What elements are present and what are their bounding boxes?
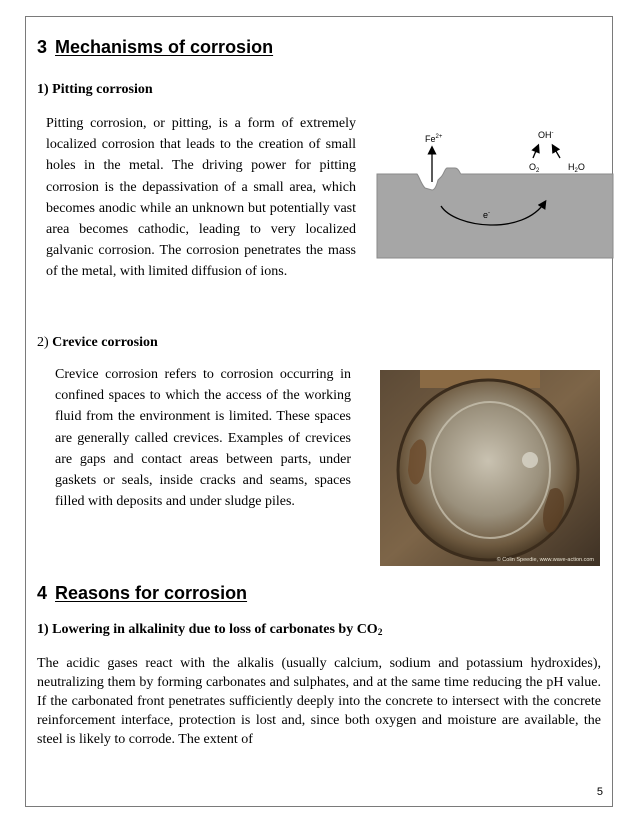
h2o-label: $H_2O$	[568, 162, 585, 174]
oh-label: OH-	[538, 130, 554, 140]
section-title: Reasons for corrosion	[55, 583, 248, 603]
section-number: 3	[37, 37, 48, 57]
section-4-heading	[37, 583, 247, 604]
electron-label: e-	[483, 210, 491, 220]
section-title: Mechanisms of corrosion	[55, 37, 274, 57]
section-number: 4	[37, 583, 48, 603]
crevice-heading-number: 2)	[37, 335, 49, 350]
crevice-heading-text: Crevice corrosion	[52, 335, 158, 350]
photo-credit: © Colin Speedie, www.wave-action.com	[496, 557, 594, 563]
o2-label: $O_2$	[529, 162, 540, 174]
metal-surface	[377, 168, 613, 258]
pitting-heading: 1) Pitting corrosion	[37, 82, 153, 97]
pitting-diagram	[375, 120, 615, 260]
oh-arrow-right	[553, 146, 560, 158]
oh-arrow-left	[533, 146, 538, 158]
crevice-paragraph: Crevice corrosion refers to corrosion occurring in confined spaces to which the access of the working fluid from the environment is limited. These spaces are generally called crevices. Examples of crevices are gaps and contact areas between parts, under gaskets or seals, inside cracks and seams, spaces filled with deposits and under sludge piles.	[55, 367, 351, 510]
alkalinity-heading	[37, 622, 382, 638]
alkalinity-heading-text: 1) Lowering in alkalinity due to loss of carbonates by CO	[37, 622, 378, 637]
crevice-photo	[380, 370, 600, 566]
fe-label: $Fe^{2+}$	[425, 134, 443, 144]
section-3-heading	[37, 37, 273, 58]
alkalinity-heading-subscript: 2	[377, 628, 383, 638]
pitting-paragraph: Pitting corrosion, or pitting, is a form of extremely localized corrosion that leads to the creation of small holes in the metal. The driving power for pitting corrosion is the depassivation of a small area, which becomes anodic while an unknown but potentially vast area becomes cathodic, leading to very localized galvanic corrosion. The corrosion penetrates the mass of the metal, with limited diffusion of ions.	[46, 116, 356, 280]
crevice-heading	[37, 335, 158, 351]
page-number: 5	[596, 786, 603, 798]
alkalinity-paragraph: The acidic gases react with the alkalis (usually calcium, sodium and potassium hydroxides), neutralizing them by forming carbonates and sulphates, and at the same time reducing the pH value. If the carbonated front penetrates sufficiently deeply into the concrete to intersect with the concrete reinforcement interface, protection is lost and, since both oxygen and moisture are available, the steel is likely to corrode. The extent of	[37, 656, 601, 747]
deposit-spot	[522, 452, 538, 468]
